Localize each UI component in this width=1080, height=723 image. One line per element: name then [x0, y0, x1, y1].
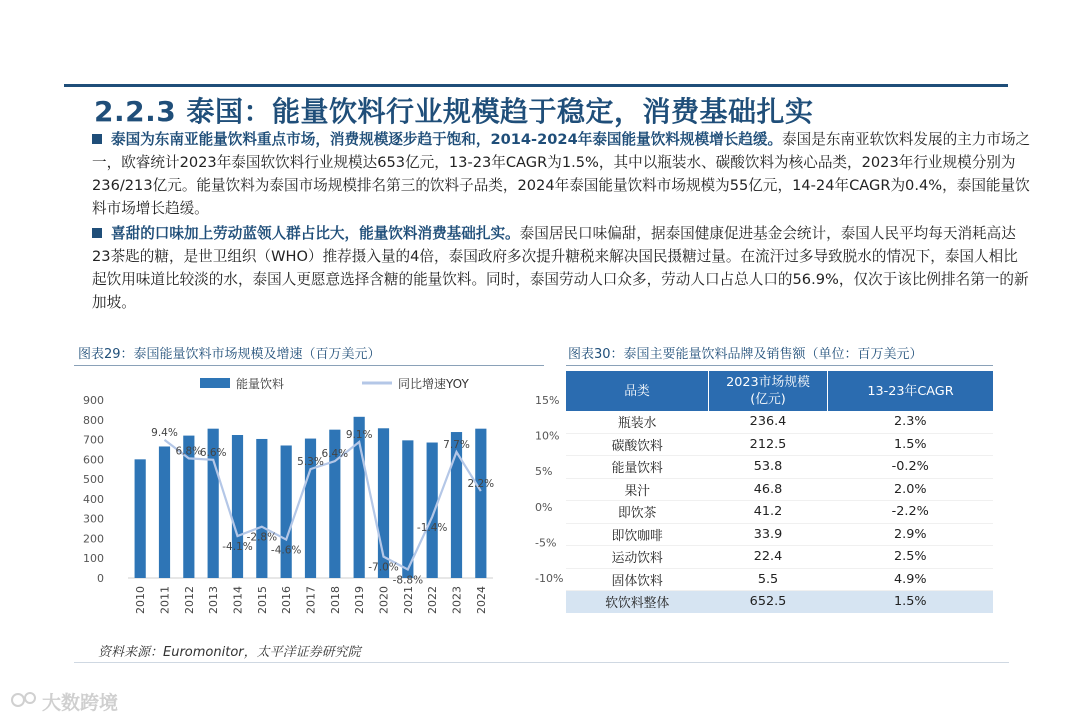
table-cell: 果汁	[566, 478, 709, 501]
table-cell: 33.9	[709, 523, 828, 546]
page-title: 2.2.3 泰国：能量饮料行业规模趋于稳定，消费基础扎实	[94, 95, 814, 128]
y-right-tick-label: 5%	[535, 465, 553, 479]
yoy-data-label: -1.4%	[416, 521, 448, 534]
source-note: 资料来源：Euromonitor，太平洋证券研究院	[98, 645, 361, 660]
table-cell: 瓶装水	[566, 411, 709, 433]
brand-sales-table	[566, 371, 993, 613]
table-cell: 212.5	[709, 433, 828, 456]
bar	[159, 446, 170, 578]
paragraph-lead: 泰国为东南亚能量饮料重点市场，消费规模逐步趋于饱和，2014-2024年泰国能量饮料规模增长趋缓。	[111, 131, 783, 148]
table-row	[566, 568, 993, 591]
paragraph-consumption-base	[92, 222, 1032, 314]
x-tick-label: 2018	[328, 586, 342, 614]
bar	[135, 459, 146, 578]
y-left-tick-label: 600	[83, 453, 104, 467]
yoy-data-label: 5.3%	[297, 456, 324, 469]
bar	[232, 435, 243, 578]
table-cell: 5.5	[709, 568, 828, 591]
caption-divider	[566, 365, 993, 366]
table-cell: 22.4	[709, 546, 828, 569]
x-tick-label: 2013	[207, 586, 221, 614]
y-right-tick-label: -10%	[535, 572, 564, 585]
paragraph-body: 泰国是东南亚软饮料发展的主力市场之一，欧睿统计2023年泰国软饮料行业规模达653亿元，13-23年CAGR为1.5%，其中以瓶装水、碳酸饮料为核心品类，2023年行业规模分别为236/213亿元。能量饮料为泰国市场规模排名第三的饮料子品类，2024年泰国能量饮料市场规模为55亿元，14-24年CAGR为0.4%，泰国能量饮料市场增长趋缓。	[92, 131, 1031, 217]
yoy-data-label: -4.1%	[222, 540, 253, 553]
table-row	[566, 501, 993, 524]
square-bullet-icon	[92, 134, 102, 144]
yoy-data-label: 6.8%	[175, 445, 203, 458]
yoy-data-label: 9.4%	[151, 426, 178, 439]
x-tick-label: 2015	[255, 586, 269, 614]
y-left-tick-label: 100	[83, 552, 104, 566]
table-row	[566, 411, 993, 433]
y-left-tick-label: 0	[97, 572, 104, 585]
table-total-row	[566, 591, 993, 613]
watermark-text: 大数跨境	[42, 692, 119, 714]
table-cell: 2.0%	[828, 478, 994, 501]
table-cell: 固体饮料	[566, 568, 709, 591]
yoy-data-label: -4.6%	[270, 544, 302, 557]
y-left-tick-label: 400	[83, 492, 104, 506]
x-tick-label: 2022	[426, 586, 440, 614]
table-row	[566, 478, 993, 501]
bar	[402, 440, 413, 578]
legend-label: 同比增速YOY	[398, 377, 469, 391]
x-tick-label: 2014	[231, 586, 245, 614]
legend-swatch-bar	[200, 378, 230, 388]
table-cell: 236.4	[709, 411, 828, 433]
x-tick-label: 2016	[280, 586, 294, 614]
yoy-data-label: 7.7%	[443, 438, 470, 451]
figure-29-caption: 图表29：泰国能量饮料市场规模及增速（百万美元）	[78, 347, 381, 362]
table-header-row	[566, 371, 993, 411]
table-cell: 即饮咖啡	[566, 523, 709, 546]
table-cell: 1.5%	[828, 591, 994, 613]
bar	[427, 443, 438, 578]
yoy-data-label: 6.6%	[199, 446, 227, 459]
y-left-tick-label: 200	[83, 532, 104, 546]
market-size-chart	[70, 372, 564, 632]
y-left-tick-label: 900	[83, 394, 104, 407]
x-tick-label: 2017	[304, 586, 318, 614]
table-cell: -0.2%	[828, 456, 994, 479]
y-left-tick-label: 800	[83, 413, 104, 427]
table-row	[566, 523, 993, 546]
paragraph-lead: 喜甜的口味加上劳动蓝领人群占比大，能量饮料消费基础扎实。	[111, 225, 520, 242]
yoy-data-label: 2.2%	[467, 478, 495, 491]
caption-divider	[74, 365, 544, 366]
table-cell: 46.8	[709, 478, 828, 501]
y-right-tick-label: 10%	[535, 429, 560, 443]
table-cell: 4.9%	[828, 568, 994, 591]
y-right-tick-label: 0%	[535, 500, 553, 514]
table-cell: 652.5	[709, 591, 828, 613]
x-tick-label: 2024	[474, 586, 488, 614]
square-bullet-icon	[92, 228, 102, 238]
table-cell: 2.9%	[828, 523, 994, 546]
table-cell: 能量饮料	[566, 456, 709, 479]
table-header-cell: 13-23年CAGR	[828, 371, 994, 411]
figure-30-caption: 图表30：泰国主要能量饮料品牌及销售额（单位：百万美元）	[568, 347, 923, 362]
bottom-rule	[74, 662, 1009, 663]
x-tick-label: 2020	[377, 586, 391, 614]
table-cell: 41.2	[709, 501, 828, 524]
x-tick-label: 2021	[401, 586, 415, 614]
table-header-cell: 品类	[566, 371, 709, 411]
table-cell: 1.5%	[828, 433, 994, 456]
paragraph-body: 泰国居民口味偏甜，据泰国健康促进基金会统计，泰国人民平均每天消耗高达23茶匙的糖，是世卫组织（WHO）推荐摄入量的4倍，泰国政府多次提升糖税来解决国民摄糖过量。在流汗过多导致脱水的情况下，泰国人相比起饮用味道比较淡的水，泰国人更愿意选择含糖的能量饮料。同时，泰国劳动人口众多，劳动人口占总人口的56.9%，仅次于该比例排名第一的新加坡。	[92, 225, 1029, 311]
x-tick-label: 2023	[450, 586, 464, 614]
table-cell: 2.3%	[828, 411, 994, 433]
paragraph-market-scale	[92, 128, 1032, 220]
y-left-tick-label: 500	[83, 473, 104, 487]
yoy-data-label: -7.0%	[368, 561, 399, 574]
bar	[256, 439, 267, 578]
x-tick-label: 2011	[158, 586, 172, 614]
yoy-data-label: 6.4%	[321, 448, 349, 461]
top-rule	[64, 84, 1008, 87]
table-row	[566, 433, 993, 456]
table-header-cell	[709, 371, 828, 411]
table-row	[566, 456, 993, 479]
table-cell: 软饮料整体	[566, 591, 709, 613]
y-left-tick-label: 700	[83, 433, 104, 447]
y-left-tick-label: 300	[83, 512, 104, 526]
table-cell: 碳酸饮料	[566, 433, 709, 456]
yoy-data-label: 9.1%	[345, 429, 373, 442]
y-right-tick-label: 15%	[535, 394, 560, 407]
table-cell: 53.8	[709, 456, 828, 479]
yoy-data-label: -2.8%	[246, 531, 278, 544]
bar	[475, 429, 486, 578]
legend-label: 能量饮料	[236, 377, 285, 391]
table-cell: 即饮茶	[566, 501, 709, 524]
table-cell: 运动饮料	[566, 546, 709, 569]
bar	[281, 445, 292, 578]
yoy-data-label: -8.8%	[392, 574, 424, 587]
y-right-tick-label: -5%	[535, 536, 557, 550]
table-cell: -2.2%	[828, 501, 994, 524]
x-tick-label: 2010	[134, 586, 148, 614]
table-cell: 2.5%	[828, 546, 994, 569]
x-tick-label: 2019	[353, 586, 367, 614]
x-tick-label: 2012	[182, 586, 196, 614]
table-row	[566, 546, 993, 569]
table-header-line: 2023市场规模 (亿元)	[726, 375, 810, 407]
